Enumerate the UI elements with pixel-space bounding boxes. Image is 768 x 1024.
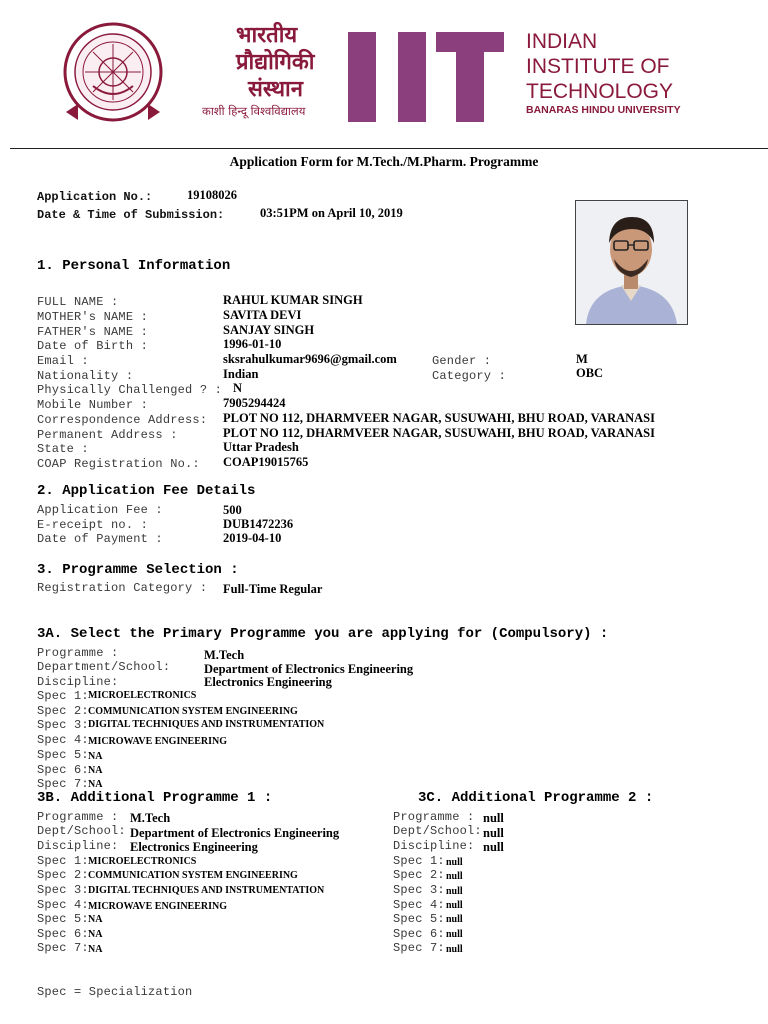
- state-value: Uttar Pradesh: [223, 440, 299, 454]
- nationality-label: Nationality :: [37, 369, 134, 383]
- add2-spec-1-label: Spec 1:: [393, 854, 445, 868]
- hindi-name-line-1: भारतीय: [236, 23, 298, 48]
- add2-spec-5-value: null: [446, 914, 463, 925]
- personal-info-heading: 1. Personal Information: [37, 258, 231, 274]
- registration-category-label: Registration Category :: [37, 581, 208, 595]
- payment-date-label: Date of Payment :: [37, 532, 163, 546]
- primary-spec-4-value: MICROWAVE ENGINEERING: [88, 736, 228, 747]
- correspondence-address-value: PLOT NO 112, DHARMVEER NAGAR, SUSUWAHI, BHU ROAD, VARANASI: [223, 411, 656, 425]
- add2-disc-label: Discipline:: [393, 839, 475, 853]
- add1-spec-6-value: NA: [88, 929, 103, 940]
- add2-spec-6-value: null: [446, 929, 463, 940]
- application-no-value: 19108026: [187, 188, 237, 202]
- add1-spec-7-value: NA: [88, 944, 103, 955]
- add2-spec-5-label: Spec 5:: [393, 912, 445, 926]
- primary-programme-value: M.Tech: [204, 648, 245, 662]
- add2-spec-7-value: null: [446, 944, 463, 955]
- add2-spec-4-label: Spec 4:: [393, 898, 445, 912]
- english-name-line-1: INDIAN: [526, 30, 598, 53]
- add1-spec-4-label: Spec 4:: [37, 898, 89, 912]
- add1-spec-5-label: Spec 5:: [37, 912, 89, 926]
- primary-disc-label: Discipline:: [37, 675, 119, 689]
- header-divider: [10, 148, 768, 149]
- add1-spec-6-label: Spec 6:: [37, 927, 89, 941]
- add2-spec-7-label: Spec 7:: [393, 941, 445, 955]
- permanent-address-value: PLOT NO 112, DHARMVEER NAGAR, SUSUWAHI, BHU ROAD, VARANASI: [223, 426, 656, 440]
- fee-heading: 2. Application Fee Details: [37, 483, 256, 499]
- add1-spec-3-value: DIGITAL TECHNIQUES AND INSTRUMENTATION: [88, 885, 325, 896]
- category-label: Category :: [432, 369, 507, 383]
- add1-dept-value: Department of Electronics Engineering: [130, 826, 340, 840]
- email-value: sksrahulkumar9696@gmail.com: [223, 352, 397, 366]
- physically-challenged-label: Physically Challenged ? :: [37, 383, 223, 397]
- add1-spec-5-value: NA: [88, 914, 103, 925]
- fee-amount-value: 500: [223, 503, 242, 517]
- form-title: Application Form for M.Tech./M.Pharm. Programme: [229, 154, 539, 169]
- payment-date-value: 2019-04-10: [223, 531, 282, 545]
- institute-seal-icon: [58, 20, 168, 126]
- add1-programme-value: M.Tech: [130, 811, 171, 825]
- mobile-label: Mobile Number :: [37, 398, 149, 412]
- primary-spec-6-label: Spec 6:: [37, 763, 89, 777]
- add2-dept-value: null: [483, 826, 504, 840]
- primary-programme-heading: 3A. Select the Primary Programme you are applying for (Compulsory) :: [37, 626, 609, 642]
- primary-spec-5-value: NA: [88, 751, 103, 762]
- add1-disc-value: Electronics Engineering: [130, 840, 258, 854]
- programme-heading: 3. Programme Selection :: [37, 562, 239, 578]
- dob-value: 1996-01-10: [223, 337, 282, 351]
- nationality-value: Indian: [223, 367, 259, 381]
- english-name-line-3: TECHNOLOGY: [526, 80, 674, 103]
- add2-programme-value: null: [483, 811, 504, 825]
- state-label: State :: [37, 442, 89, 456]
- hindi-name-line-2: प्रौद्योगिकी: [236, 50, 315, 75]
- ereceipt-label: E-receipt no. :: [37, 518, 149, 532]
- add1-programme-label: Programme :: [37, 810, 119, 824]
- registration-category-value: Full-Time Regular: [223, 582, 323, 596]
- primary-spec-1-label: Spec 1:: [37, 689, 89, 703]
- add2-disc-value: null: [483, 840, 504, 854]
- primary-spec-3-label: Spec 3:: [37, 718, 89, 732]
- iit-logo-mark: [348, 32, 504, 122]
- add2-spec-6-label: Spec 6:: [393, 927, 445, 941]
- additional-programme-1-heading: 3B. Additional Programme 1 :: [37, 790, 273, 806]
- add2-spec-3-value: null: [446, 886, 463, 897]
- primary-spec-5-label: Spec 5:: [37, 748, 89, 762]
- primary-spec-4-label: Spec 4:: [37, 733, 89, 747]
- additional-programme-2-heading: 3C. Additional Programme 2 :: [418, 790, 654, 806]
- add2-spec-2-label: Spec 2:: [393, 868, 445, 882]
- add1-spec-2-value: COMMUNICATION SYSTEM ENGINEERING: [88, 870, 298, 881]
- coap-value: COAP19015765: [223, 455, 309, 469]
- add1-spec-7-label: Spec 7:: [37, 941, 89, 955]
- hindi-name-line-3: संस्थान: [248, 77, 303, 102]
- father-name-value: SANJAY SINGH: [223, 323, 315, 337]
- primary-spec-3-value: DIGITAL TECHNIQUES AND INSTRUMENTATION: [88, 719, 325, 730]
- category-value: OBC: [576, 366, 604, 380]
- full-name-value: RAHUL KUMAR SINGH: [223, 293, 363, 307]
- footer-note: Spec = Specialization: [37, 985, 193, 999]
- mother-name-label: MOTHER's NAME :: [37, 310, 149, 324]
- father-name-label: FATHER's NAME :: [37, 325, 149, 339]
- mother-name-value: SAVITA DEVI: [223, 308, 302, 322]
- add1-spec-1-label: Spec 1:: [37, 854, 89, 868]
- add2-dept-label: Dept/School:: [393, 824, 482, 838]
- english-name-line-2: INSTITUTE OF: [526, 55, 670, 78]
- dob-label: Date of Birth :: [37, 339, 149, 353]
- primary-dept-label: Department/School:: [37, 660, 171, 674]
- submission-label: Date & Time of Submission:: [37, 208, 225, 222]
- add1-disc-label: Discipline:: [37, 839, 119, 853]
- primary-spec-2-value: COMMUNICATION SYSTEM ENGINEERING: [88, 706, 298, 717]
- coap-label: COAP Registration No.:: [37, 457, 200, 471]
- physically-challenged-value: N: [233, 381, 243, 395]
- applicant-photo: [575, 200, 688, 325]
- gender-label: Gender :: [432, 354, 492, 368]
- ereceipt-value: DUB1472236: [223, 517, 294, 531]
- add2-spec-4-value: null: [446, 900, 463, 911]
- permanent-address-label: Permanent Address :: [37, 428, 178, 442]
- english-university-name: BANARAS HINDU UNIVERSITY: [526, 104, 681, 116]
- primary-spec-6-value: NA: [88, 765, 103, 776]
- submission-value: 03:51PM on April 10, 2019: [260, 206, 403, 220]
- add1-dept-label: Dept/School:: [37, 824, 126, 838]
- add2-spec-1-value: null: [446, 857, 463, 868]
- add2-spec-2-value: null: [446, 871, 463, 882]
- correspondence-address-label: Correspondence Address:: [37, 413, 208, 427]
- primary-disc-value: Electronics Engineering: [204, 675, 332, 689]
- add2-programme-label: Programme :: [393, 810, 475, 824]
- primary-programme-label: Programme :: [37, 646, 119, 660]
- add1-spec-2-label: Spec 2:: [37, 868, 89, 882]
- hindi-university-name: काशी हिन्दू विश्वविद्यालय: [202, 104, 306, 118]
- fee-amount-label: Application Fee :: [37, 503, 163, 517]
- application-no-label: Application No.:: [37, 190, 153, 204]
- full-name-label: FULL NAME :: [37, 295, 119, 309]
- gender-value: M: [576, 352, 588, 366]
- add1-spec-1-value: MICROELECTRONICS: [88, 856, 197, 867]
- primary-spec-7-label: Spec 7:: [37, 777, 89, 791]
- primary-spec-2-label: Spec 2:: [37, 704, 89, 718]
- primary-spec-1-value: MICROELECTRONICS: [88, 690, 197, 701]
- primary-dept-value: Department of Electronics Engineering: [204, 662, 414, 676]
- applicant-photo-image: [576, 201, 687, 324]
- primary-spec-7-value: NA: [88, 779, 103, 790]
- add1-spec-3-label: Spec 3:: [37, 883, 89, 897]
- add1-spec-4-value: MICROWAVE ENGINEERING: [88, 901, 228, 912]
- mobile-value: 7905294424: [223, 396, 286, 410]
- email-label: Email :: [37, 354, 89, 368]
- add2-spec-3-label: Spec 3:: [393, 883, 445, 897]
